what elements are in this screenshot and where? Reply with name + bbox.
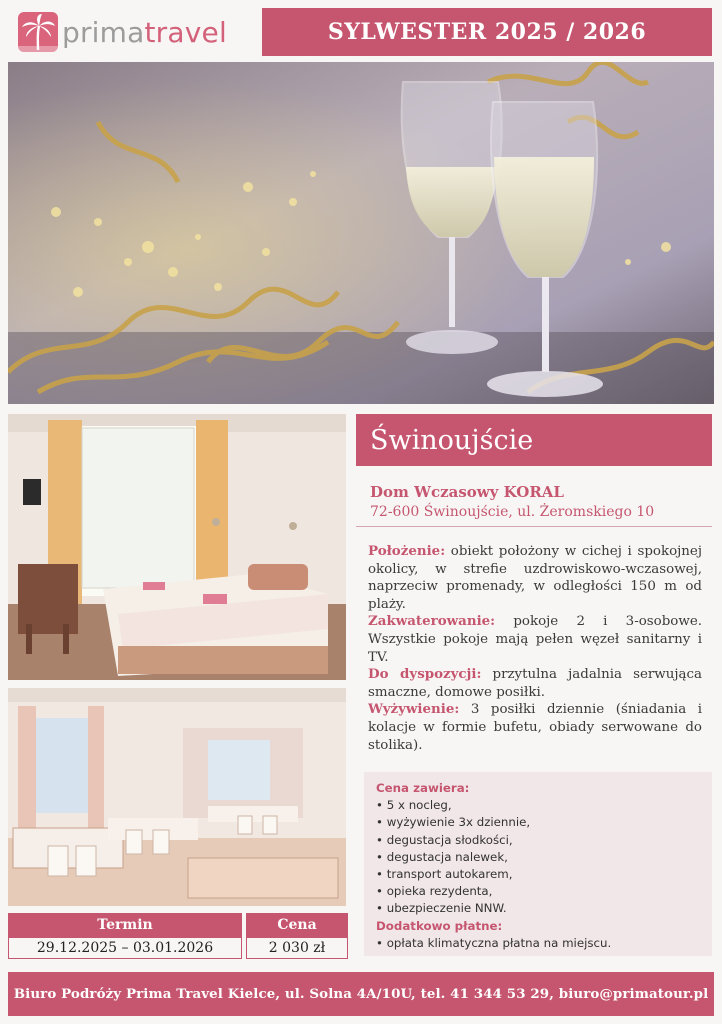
brand-name-part1: prima bbox=[62, 15, 145, 49]
brand-name bbox=[62, 16, 227, 49]
destination-city: Świnoujście bbox=[356, 414, 712, 466]
dining-room-photo bbox=[8, 688, 346, 906]
description-location bbox=[368, 543, 702, 613]
brand-name-part2: travel bbox=[144, 15, 227, 49]
description-label: Do dyspozycji: bbox=[368, 666, 482, 683]
list-item: • 5 x nocleg, bbox=[376, 797, 712, 814]
description-label: Położenie: bbox=[368, 543, 446, 559]
extra-costs-title: Dodatkowo płatne: bbox=[376, 918, 503, 933]
brand-logo bbox=[18, 8, 248, 56]
hotel-description bbox=[368, 543, 702, 754]
list-item: • opieka rezydenta, bbox=[376, 883, 712, 900]
hotel-address: 72-600 Świnoujście, ul. Żeromskiego 10 bbox=[370, 504, 655, 520]
divider bbox=[356, 526, 712, 527]
list-item: • degustacja słodkości, bbox=[376, 832, 712, 849]
term-value: 29.12.2025 – 03.01.2026 bbox=[8, 937, 242, 959]
term-header: Termin bbox=[8, 913, 242, 937]
description-text: pokoje 2 i 3-osobowe. Wszystkie pokoje mają pełen węzeł sanitarny i TV. bbox=[368, 614, 702, 665]
list-item: • opłata klimatyczna płatna na miejscu. bbox=[376, 935, 712, 952]
list-item: • ubezpieczenie NNW. bbox=[376, 900, 712, 917]
price-includes-box bbox=[364, 772, 712, 956]
description-label: Zakwaterowanie: bbox=[368, 613, 496, 630]
hotel-name: Dom Wczasowy KORAL bbox=[370, 483, 564, 501]
price-header: Cena bbox=[246, 913, 348, 937]
list-item: • degustacja nalewek, bbox=[376, 849, 712, 866]
hero-image-champagne bbox=[8, 62, 714, 404]
description-meals bbox=[368, 701, 702, 754]
list-item: • wyżywienie 3x dziennie, bbox=[376, 814, 712, 831]
palm-tree-icon bbox=[18, 12, 58, 52]
includes-title: Cena zawiera: bbox=[376, 781, 470, 795]
page-title: SYLWESTER 2025 / 2026 bbox=[262, 8, 712, 56]
description-label: Wyżywienie: bbox=[368, 701, 460, 718]
list-item: • transport autokarem, bbox=[376, 866, 712, 883]
hotel-room-photo bbox=[8, 414, 346, 680]
footer-contact: Biuro Podróży Prima Travel Kielce, ul. Solna 4A/10U, tel. 41 344 53 29, biuro@primatour.pl bbox=[8, 972, 714, 1016]
description-accommodation bbox=[368, 613, 702, 666]
description-text: obiekt położony w cichej i spokojnej okolicy, w strefie uzdrowiskowo-wczasowej, naprzeciw promenady, w odległości 150 m od plaży. bbox=[368, 544, 702, 612]
price-value: 2 030 zł bbox=[246, 937, 348, 959]
description-text: przytulna jadalnia serwująca smaczne, domowe posiłki. bbox=[368, 667, 702, 700]
description-facilities bbox=[368, 666, 702, 701]
description-text: 3 posiłki dziennie (śniadania i kolacje w formie bufetu, obiady serwowane do stolika). bbox=[368, 702, 702, 753]
